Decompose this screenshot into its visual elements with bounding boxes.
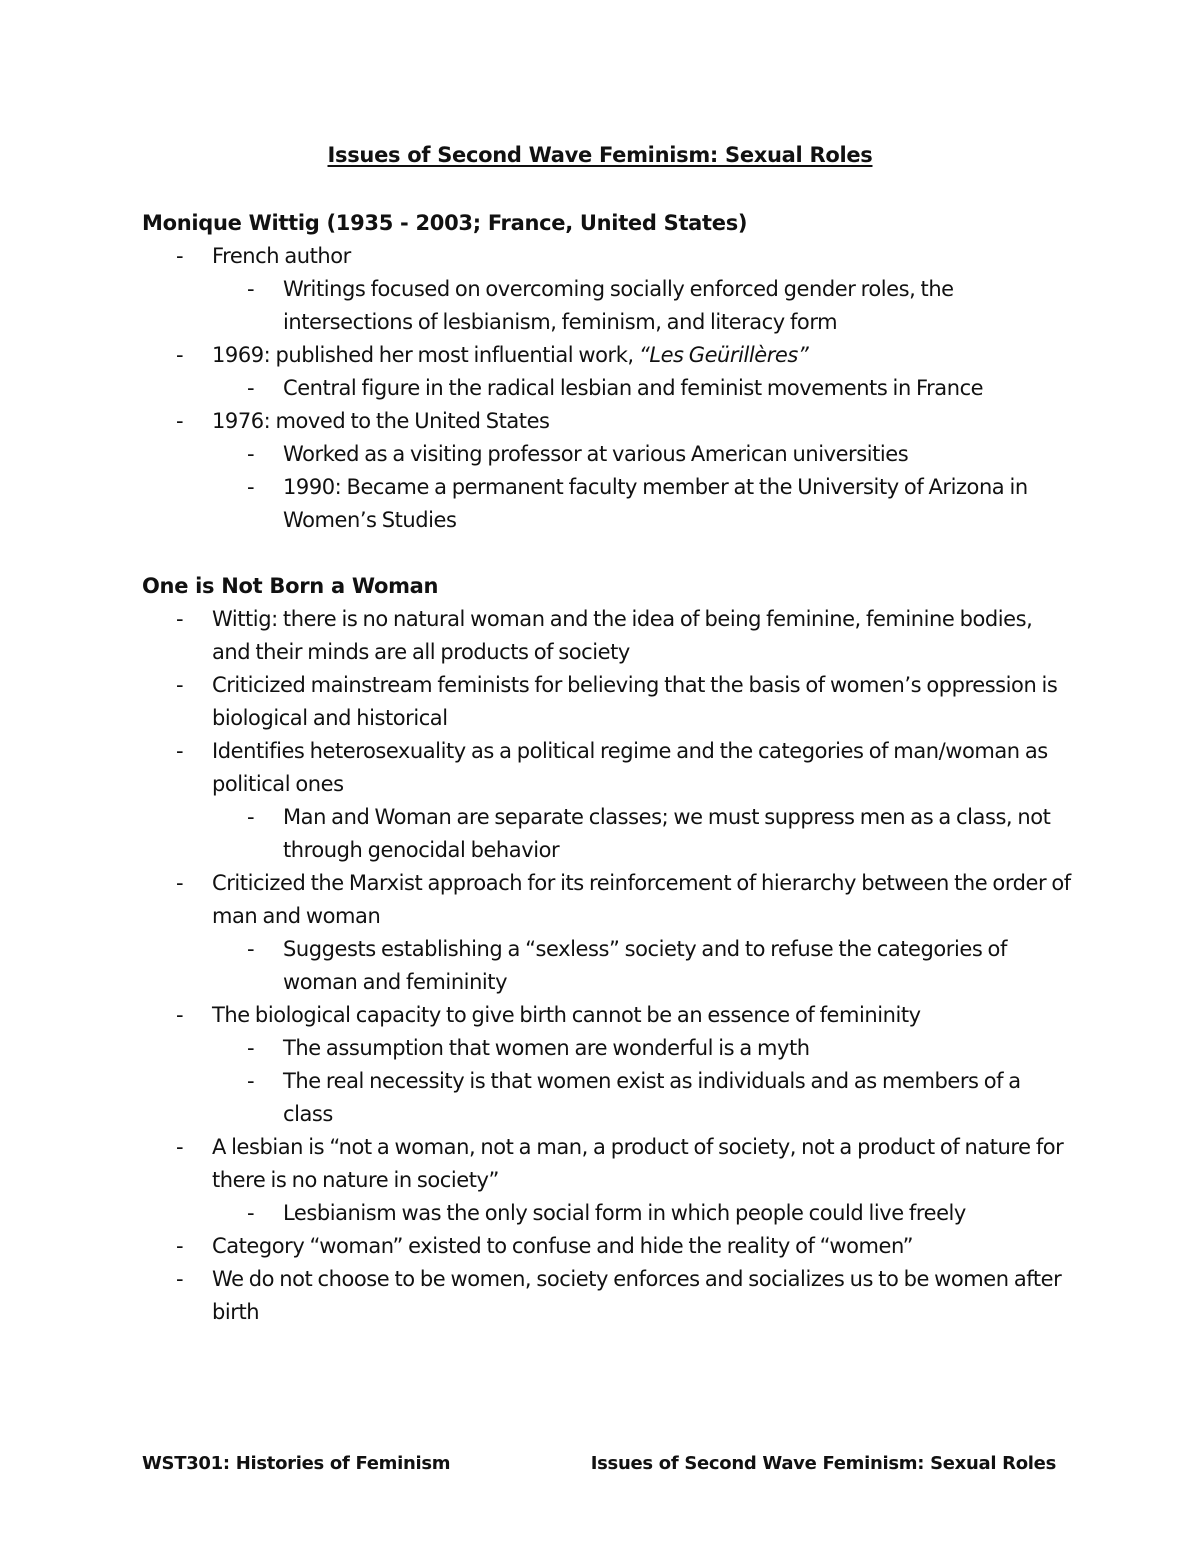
- list-item-text: 1990: Became a permanent faculty member at the University of Arizona in Women’s Studies: [283, 475, 1028, 532]
- list-item-text: Wittig: there is no natural woman and the idea of being feminine, feminine bodies, and their minds are all products of society: [212, 607, 1033, 664]
- sub-list-item: [247, 1197, 1072, 1230]
- sub-list-item: [247, 801, 1072, 867]
- document-body: [142, 207, 1072, 1329]
- list-item-text: [212, 339, 1072, 372]
- dash-bullet: -: [176, 673, 184, 697]
- list-item: [176, 735, 1072, 801]
- dash-bullet: -: [176, 1234, 184, 1258]
- sub-list-item: [247, 471, 1072, 537]
- list-item-text: Category “woman” existed to confuse and hide the reality of “women”: [212, 1234, 914, 1258]
- list-item-text: We do not choose to be women, society enforces and socializes us to be women after birth: [212, 1267, 1062, 1324]
- sub-list-item: [247, 933, 1072, 999]
- sub-list-item: [247, 438, 1072, 471]
- dash-bullet: -: [176, 343, 184, 367]
- list-item-text: French author: [212, 244, 351, 268]
- dash-bullet: -: [247, 1201, 255, 1225]
- list-item-text: Writings focused on overcoming socially enforced gender roles, the intersections of lesbianism, feminism, and literacy form: [283, 277, 954, 334]
- list-item-text: Man and Woman are separate classes; we must suppress men as a class, not through genocidal behavior: [283, 805, 1051, 862]
- dash-bullet: -: [247, 1036, 255, 1060]
- list-item-text: The assumption that women are wonderful is a myth: [283, 1036, 810, 1060]
- bullet-list: [142, 240, 1072, 537]
- section-spacer: [142, 537, 1072, 570]
- list-item-text: Suggests establishing a “sexless” society and to refuse the categories of woman and femininity: [283, 937, 1007, 994]
- dash-bullet: -: [176, 409, 184, 433]
- dash-bullet: -: [176, 871, 184, 895]
- sub-list-item: [247, 1032, 1072, 1065]
- book-title: “Les Geürillères”: [638, 343, 809, 367]
- list-item: [176, 405, 1072, 438]
- section-heading: One is Not Born a Woman: [142, 574, 439, 598]
- list-item-text: Criticized mainstream feminists for believing that the basis of women’s oppression is biological and historical: [212, 673, 1058, 730]
- dash-bullet: -: [247, 805, 255, 829]
- list-item: [176, 339, 1072, 372]
- dash-bullet: -: [247, 475, 255, 499]
- dash-bullet: -: [247, 277, 255, 301]
- list-item: [176, 1263, 1072, 1329]
- section-heading: Monique Wittig (1935 - 2003; France, United States): [142, 211, 748, 235]
- footer-topic-label: Issues of Second Wave Feminism: Sexual Roles: [590, 1453, 1056, 1474]
- list-item: [176, 603, 1072, 669]
- dash-bullet: -: [247, 376, 255, 400]
- bullet-list: [142, 603, 1072, 1329]
- list-item-text: The real necessity is that women exist as individuals and as members of a class: [283, 1069, 1021, 1126]
- dash-bullet: -: [176, 1135, 184, 1159]
- list-item-text: 1976: moved to the United States: [212, 409, 550, 433]
- list-item: [176, 240, 1072, 273]
- list-item-text: Identifies heterosexuality as a political regime and the categories of man/woman as political ones: [212, 739, 1048, 796]
- sub-list-item: [247, 372, 1072, 405]
- dash-bullet: -: [176, 739, 184, 763]
- page-title: Issues of Second Wave Feminism: Sexual Roles: [327, 143, 873, 167]
- dash-bullet: -: [176, 1003, 184, 1027]
- dash-bullet: -: [176, 1267, 184, 1291]
- sub-list-item: [247, 1065, 1072, 1131]
- list-item-text: Central figure in the radical lesbian and feminist movements in France: [283, 376, 984, 400]
- list-item-text: The biological capacity to give birth cannot be an essence of femininity: [212, 1003, 921, 1027]
- list-item: [176, 1230, 1072, 1263]
- dash-bullet: -: [247, 937, 255, 961]
- list-item-text: A lesbian is “not a woman, not a man, a product of society, not a product of nature for there is no nature in society”: [212, 1135, 1064, 1192]
- list-item: [176, 1131, 1072, 1197]
- list-item: [176, 999, 1072, 1032]
- list-item-text: Worked as a visiting professor at various American universities: [283, 442, 909, 466]
- list-item-text-plain: 1969: published her most influential work,: [212, 343, 639, 367]
- list-item-text: Criticized the Marxist approach for its reinforcement of hierarchy between the order of man and woman: [212, 871, 1071, 928]
- dash-bullet: -: [247, 1069, 255, 1093]
- dash-bullet: -: [247, 442, 255, 466]
- footer-course-label: WST301: Histories of Feminism: [142, 1453, 451, 1474]
- sub-list-item: [247, 273, 1072, 339]
- dash-bullet: -: [176, 607, 184, 631]
- list-item: [176, 669, 1072, 735]
- list-item: [176, 867, 1072, 933]
- list-item-text: Lesbianism was the only social form in which people could live freely: [283, 1201, 966, 1225]
- dash-bullet: -: [176, 244, 184, 268]
